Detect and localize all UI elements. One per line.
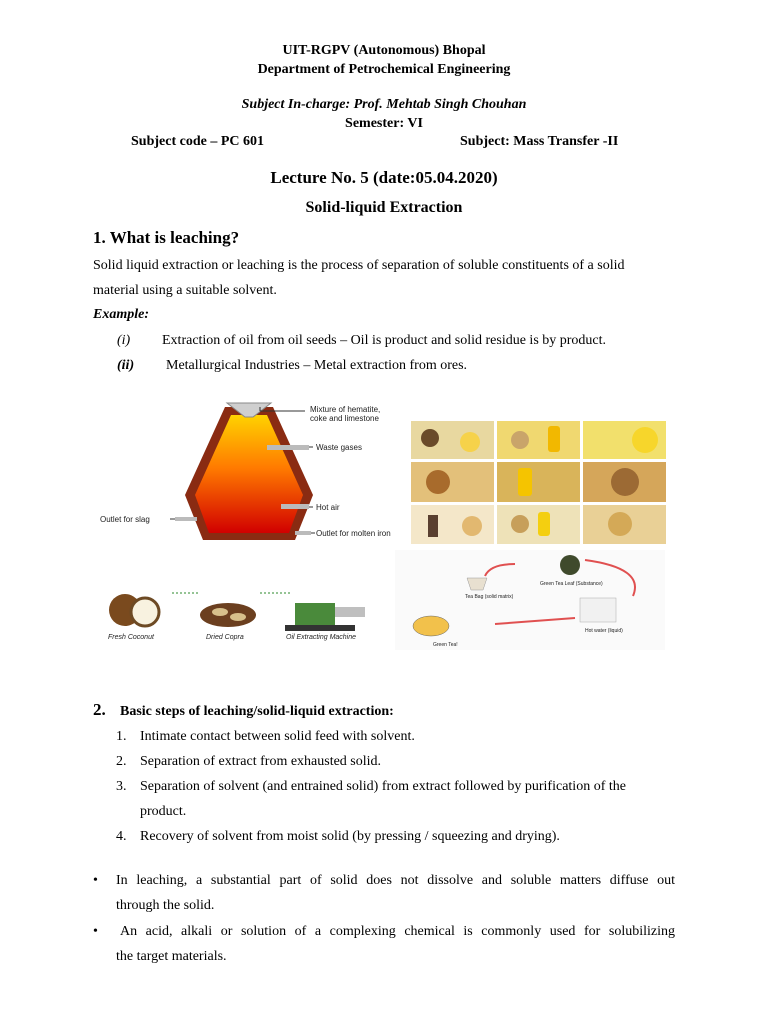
subject-name: Subject: Mass Transfer -II [460, 134, 619, 149]
label-mixture: Mixture of hematite, [310, 405, 381, 414]
label-green-tea-leaf: Green Tea Leaf (Substance) [540, 581, 603, 587]
section1-paragraph [93, 253, 693, 303]
example-text-1: Extraction of oil from oil seeds – Oil is product and solid residue is by product. [162, 333, 607, 348]
section1-para-line1: Solid liquid extraction or leaching is the process of separation of soluble constituents of a solid [93, 258, 625, 273]
institute-name: UIT-RGPV (Autonomous) Bhopal [282, 43, 486, 58]
coconut-oil-process [100, 585, 390, 645]
steps-list [116, 724, 676, 849]
subject-code: Subject code – PC 601 [131, 134, 264, 149]
bullet-line1: An acid, alkali or solution of a complexing chemical is commonly used for solubilizing [120, 924, 675, 939]
label-outlet-iron: Outlet for molten iron [316, 529, 391, 538]
bullet-item [93, 919, 675, 969]
section2-heading: Basic steps of leaching/solid-liquid extraction: [120, 704, 394, 719]
label-mixture-2: coke and limestone [310, 414, 379, 423]
label-fresh-coconut: Fresh Coconut [108, 634, 154, 641]
bullet-line2: through the solid. [116, 898, 215, 913]
semester: Semester: VI [345, 116, 423, 131]
bullet-dot: • [93, 924, 98, 939]
step-number: 4. [116, 829, 127, 844]
label-hot-water: Hot water (liquid) [585, 628, 623, 634]
step-text: Intimate contact between solid feed with solvent. [140, 729, 415, 744]
example-text-2: Metallurgical Industries – Metal extraction from ores. [166, 358, 468, 373]
step-text: Recovery of solvent from moist solid (by pressing / squeezing and drying). [140, 829, 560, 844]
section1-para-line2: material using a suitable solvent. [93, 283, 277, 298]
oilseeds-collage [410, 420, 667, 545]
bullet-item [93, 868, 675, 918]
example-num-1: (i) [117, 333, 131, 348]
step-text: product. [140, 804, 187, 819]
lecture-title: Lecture No. 5 (date:05.04.2020) [270, 168, 498, 187]
bullet-dot: • [93, 873, 98, 888]
label-outlet-slag: Outlet for slag [100, 515, 150, 524]
step-item [116, 749, 676, 774]
lecture-subtitle: Solid-liquid Extraction [305, 199, 463, 216]
step-text: Separation of solvent (and entrained solid) from extract followed by purification of the [140, 779, 626, 794]
step-number: 1. [116, 729, 127, 744]
bullet-line1: In leaching, a substantial part of solid does not dissolve and soluble matters diffuse out [116, 873, 675, 888]
section2-number: 2. [93, 700, 106, 719]
label-waste-gases: Waste gases [316, 443, 362, 452]
blast-furnace-figure [95, 395, 410, 545]
label-green-tea: Green Tea! [433, 642, 458, 648]
example-label: Example: [93, 307, 149, 322]
example-num-2: (ii) [117, 358, 135, 373]
step-item [116, 774, 676, 799]
label-dried-copra: Dried Copra [206, 634, 244, 641]
step-item [116, 724, 676, 749]
subject-incharge: Subject In-charge: Prof. Mehtab Singh Chouhan [241, 97, 527, 112]
step-text: Separation of extract from exhausted solid. [140, 754, 382, 769]
step-item [116, 824, 676, 849]
label-tea-bag: Tea Bag (solid matrix) [465, 594, 514, 600]
step-item [116, 799, 676, 824]
step-number: 2. [116, 754, 127, 769]
step-number: 3. [116, 779, 127, 794]
bullet-line2: the target materials. [116, 949, 227, 964]
label-oil-machine: Oil Extracting Machine [286, 634, 357, 641]
department-name: Department of Petrochemical Engineering [257, 62, 511, 77]
label-hot-air: Hot air [316, 503, 340, 512]
section1-heading: 1. What is leaching? [93, 228, 240, 247]
green-tea-cycle [395, 550, 665, 650]
